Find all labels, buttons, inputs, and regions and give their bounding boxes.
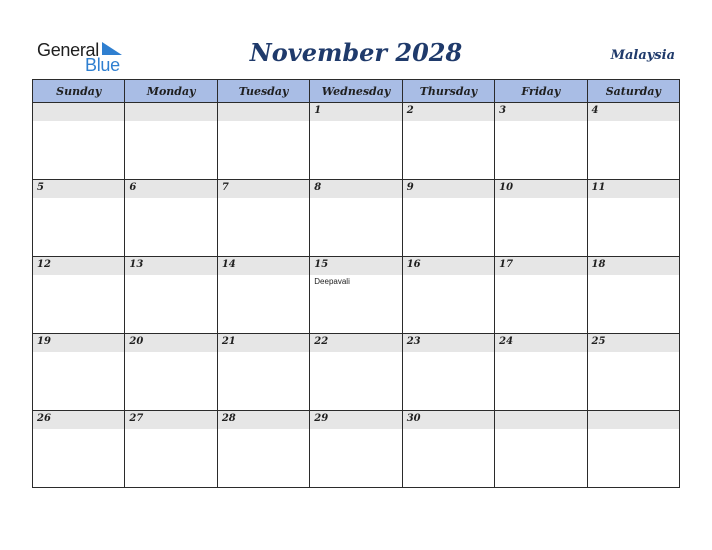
day-number-bar <box>403 103 494 121</box>
day-number-bar <box>588 180 679 198</box>
day-number: 29 <box>314 413 329 424</box>
day-cell <box>217 411 309 488</box>
day-number-bar <box>310 411 401 429</box>
page-title: November 2028 <box>249 38 463 67</box>
day-cell <box>495 334 587 411</box>
day-number-bar <box>495 257 586 275</box>
day-cell <box>310 411 402 488</box>
day-number: 24 <box>499 336 514 347</box>
day-cell <box>217 103 309 180</box>
day-number: 6 <box>129 182 137 193</box>
day-number-bar <box>403 180 494 198</box>
day-number: 2 <box>406 105 414 116</box>
day-number-bar <box>33 180 124 198</box>
day-number: 5 <box>37 182 44 193</box>
day-cell <box>587 103 679 180</box>
day-number-bar <box>218 411 309 429</box>
week-row <box>33 103 680 180</box>
day-cell <box>33 334 125 411</box>
day-number-bar <box>588 103 679 121</box>
day-number-bar <box>125 411 216 429</box>
day-cell <box>125 257 217 334</box>
day-cell <box>217 334 309 411</box>
weekday-thursday: Thursday <box>402 80 494 103</box>
day-number-bar <box>33 334 124 352</box>
week-row <box>33 411 680 488</box>
calendar-grid <box>32 79 680 488</box>
day-number: 16 <box>406 259 421 270</box>
day-number-bar <box>33 103 124 121</box>
day-cell <box>402 334 494 411</box>
weekday-tuesday: Tuesday <box>217 80 309 103</box>
day-number-bar <box>125 257 216 275</box>
weekday-wednesday: Wednesday <box>310 80 402 103</box>
logo-text-blue: Blue <box>85 55 120 75</box>
day-number-bar <box>588 257 679 275</box>
day-number-bar <box>495 103 586 121</box>
day-cell <box>587 180 679 257</box>
day-cell <box>33 103 125 180</box>
day-number: 15 <box>314 259 329 270</box>
day-number: 23 <box>406 336 421 347</box>
day-number-bar <box>218 334 309 352</box>
holiday-event: Deepavali <box>314 277 350 286</box>
day-cell <box>217 180 309 257</box>
day-number: 9 <box>406 182 414 193</box>
weekday-header-row <box>33 80 680 103</box>
day-number-bar <box>588 411 679 429</box>
day-number-bar <box>310 257 401 275</box>
day-cell <box>125 180 217 257</box>
day-cell <box>217 257 309 334</box>
day-cell <box>495 103 587 180</box>
day-number: 10 <box>499 182 514 193</box>
week-row <box>33 180 680 257</box>
day-number: 21 <box>221 336 236 347</box>
day-number: 25 <box>591 336 606 347</box>
day-cell <box>587 257 679 334</box>
country-label: Malaysia <box>610 48 675 63</box>
day-cell <box>402 180 494 257</box>
day-number-bar <box>218 103 309 121</box>
calendar-body <box>33 103 680 488</box>
day-number: 26 <box>37 413 51 424</box>
day-number-bar <box>403 334 494 352</box>
day-number: 12 <box>37 259 51 270</box>
day-cell <box>495 257 587 334</box>
day-number: 27 <box>129 413 144 424</box>
day-number: 22 <box>314 336 329 347</box>
day-number-bar <box>495 411 586 429</box>
day-cell <box>495 180 587 257</box>
day-number: 20 <box>129 336 144 347</box>
day-number-bar <box>495 180 586 198</box>
day-number-bar <box>125 334 216 352</box>
weekday-saturday: Saturday <box>587 80 679 103</box>
day-number: 11 <box>591 182 606 193</box>
day-number: 18 <box>591 259 606 270</box>
day-cell <box>125 103 217 180</box>
day-number: 28 <box>221 413 236 424</box>
day-number-bar <box>310 334 401 352</box>
day-number: 19 <box>37 336 51 347</box>
day-number-bar <box>495 334 586 352</box>
day-number-bar <box>125 180 216 198</box>
day-number-bar <box>310 103 401 121</box>
day-number: 3 <box>499 105 507 116</box>
day-number-bar <box>403 411 494 429</box>
day-number: 7 <box>221 182 229 193</box>
day-cell <box>402 103 494 180</box>
day-cell <box>587 334 679 411</box>
day-number: 13 <box>129 259 144 270</box>
day-number-bar <box>33 257 124 275</box>
weekday-monday: Monday <box>125 80 217 103</box>
day-cell <box>33 257 125 334</box>
logo-text-general: General <box>37 40 99 60</box>
day-cell <box>125 411 217 488</box>
day-number-bar <box>33 411 124 429</box>
day-cell <box>402 257 494 334</box>
day-number-bar <box>310 180 401 198</box>
day-number-bar <box>403 257 494 275</box>
day-cell <box>402 411 494 488</box>
day-number-bar <box>218 180 309 198</box>
week-row <box>33 257 680 334</box>
day-number: 4 <box>591 105 599 116</box>
day-number-bar <box>588 334 679 352</box>
day-cell <box>310 334 402 411</box>
day-number: 17 <box>499 259 514 270</box>
day-number: 8 <box>314 182 322 193</box>
day-cell <box>33 411 125 488</box>
day-number-bar <box>218 257 309 275</box>
day-cell <box>33 180 125 257</box>
day-cell <box>495 411 587 488</box>
day-cell <box>310 180 402 257</box>
week-row <box>33 334 680 411</box>
day-number: 1 <box>314 105 322 116</box>
day-number: 14 <box>221 259 236 270</box>
day-cell <box>310 257 402 334</box>
weekday-sunday: Sunday <box>33 80 125 103</box>
day-cell <box>310 103 402 180</box>
day-cell <box>125 334 217 411</box>
day-number: 30 <box>406 413 421 424</box>
day-number-bar <box>125 103 216 121</box>
weekday-friday: Friday <box>495 80 587 103</box>
day-cell <box>587 411 679 488</box>
